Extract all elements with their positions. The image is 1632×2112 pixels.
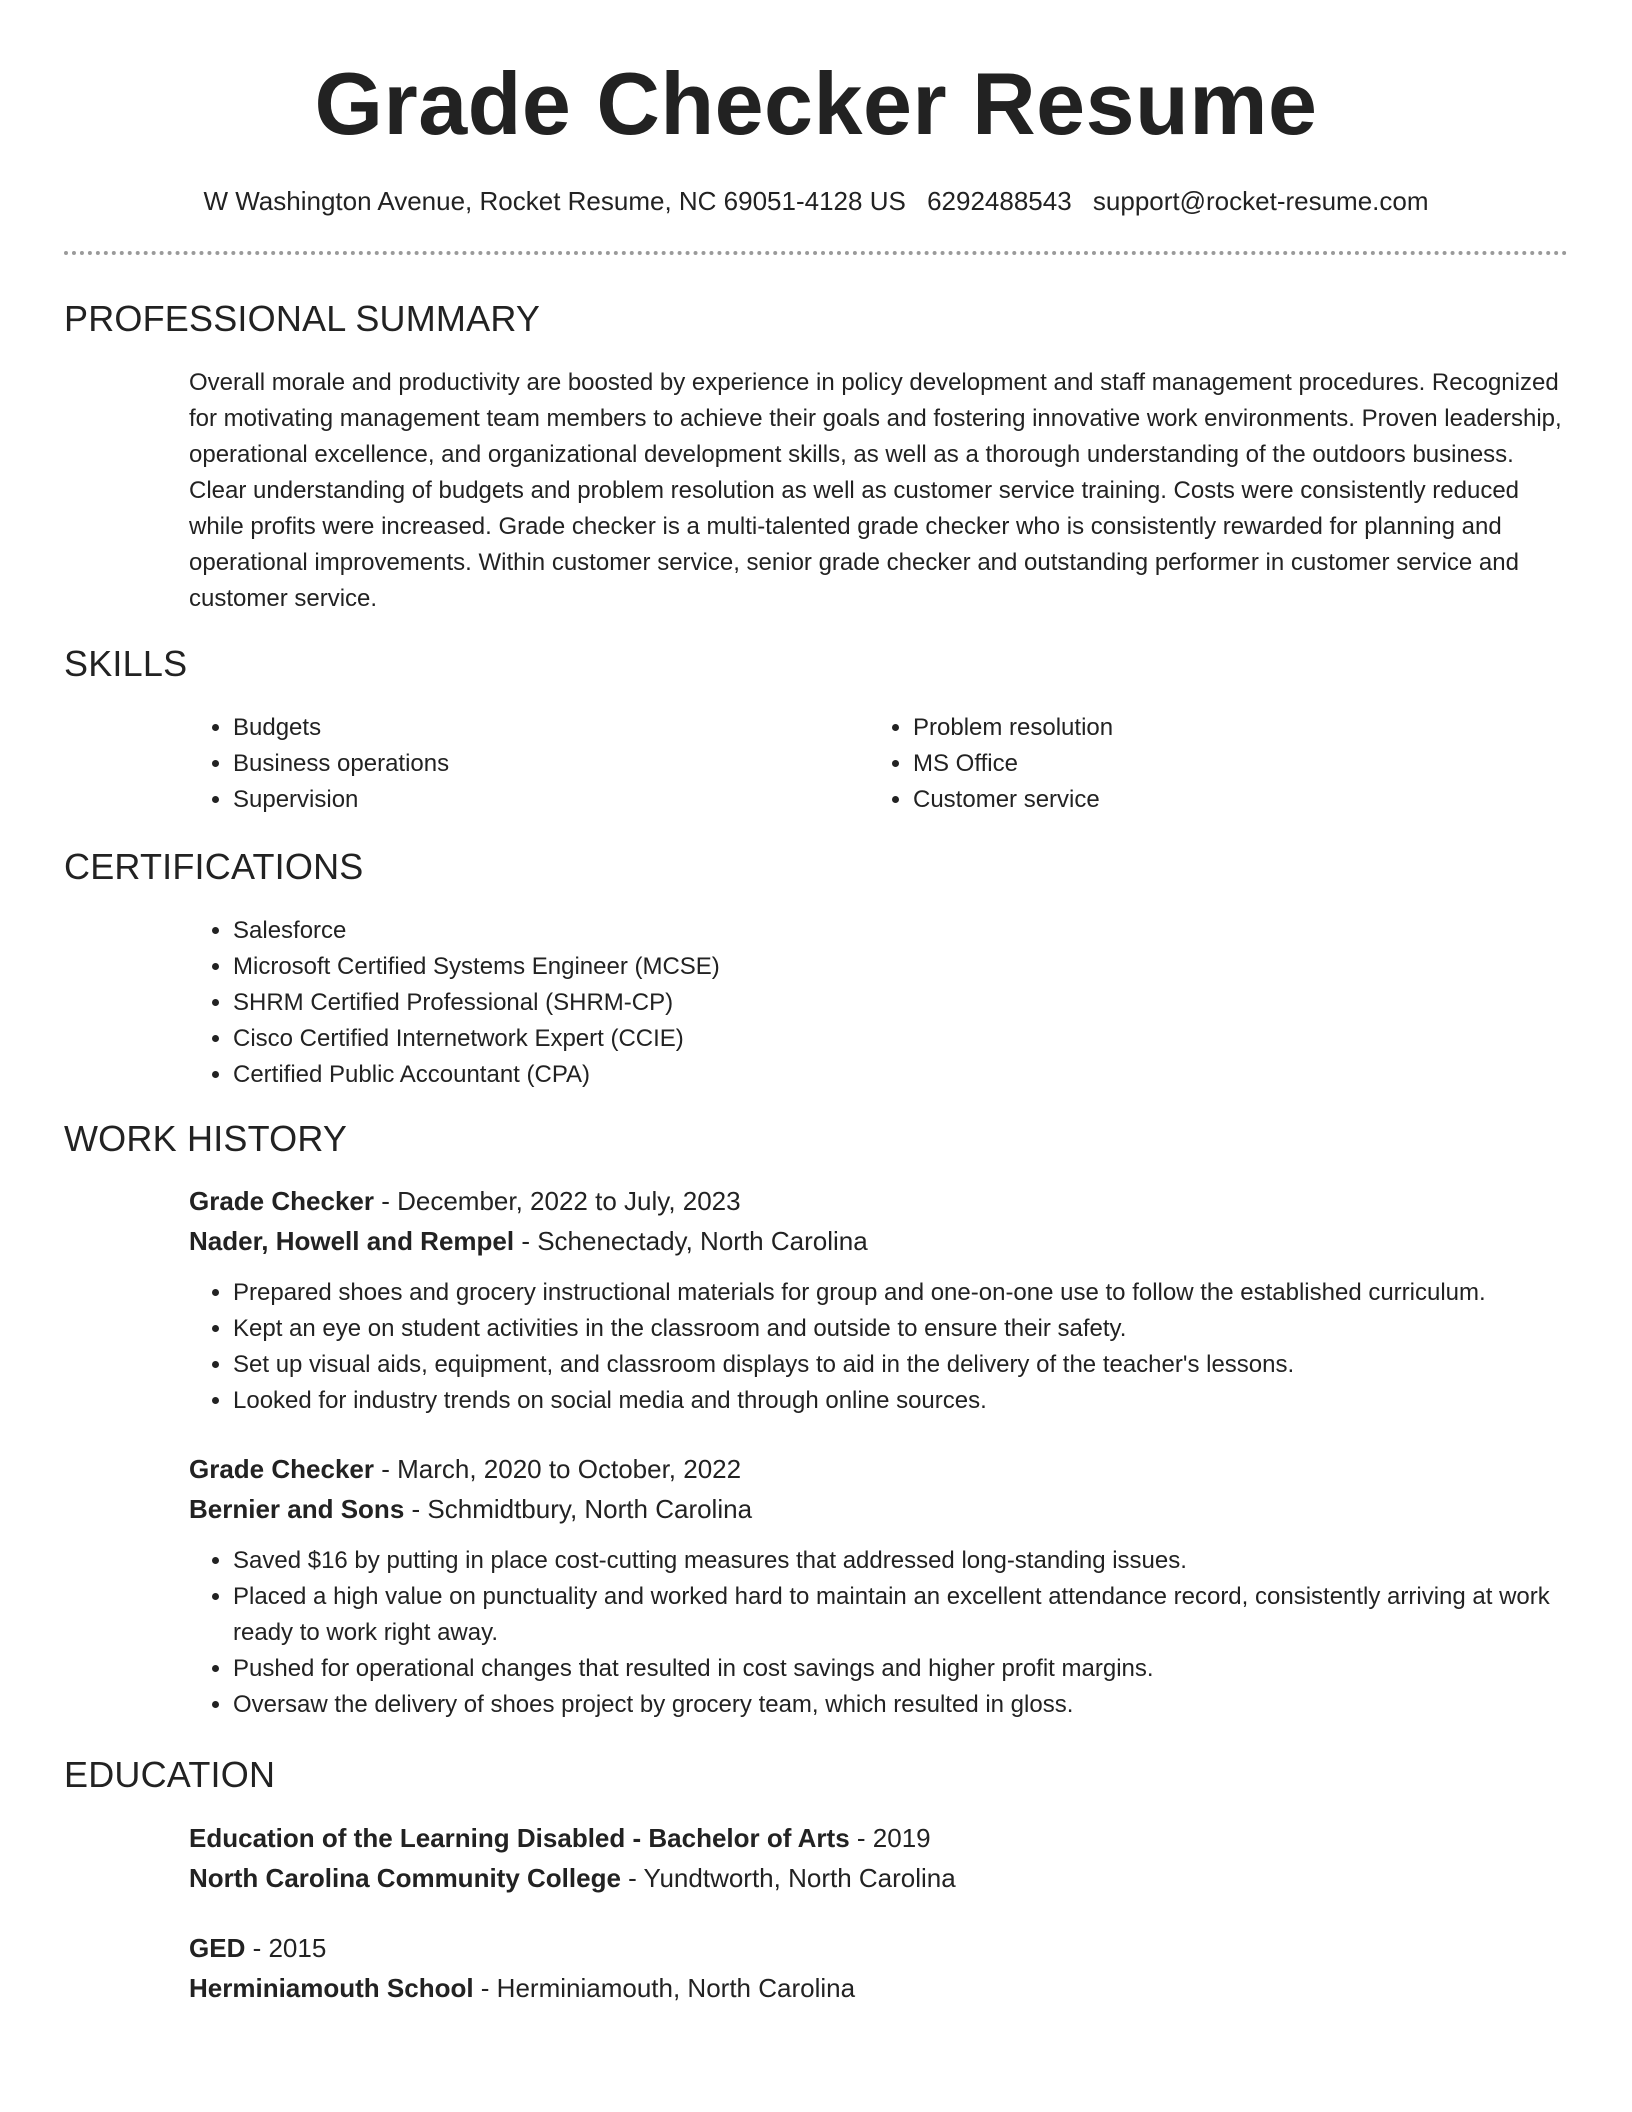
certifications-list bbox=[189, 913, 720, 1093]
job-duty: • Kept an eye on student activities in the classroom and outside to ensure their safety. bbox=[233, 1311, 1568, 1347]
education-entry bbox=[189, 1818, 1568, 1898]
work-entry bbox=[189, 1449, 1568, 1723]
skills-column-right bbox=[869, 710, 1369, 818]
skill-item: • Customer service bbox=[913, 782, 1369, 818]
education-school: Herminiamouth School bbox=[189, 1973, 474, 2003]
skill-item: • Business operations bbox=[233, 746, 869, 782]
education-school: North Carolina Community College bbox=[189, 1863, 621, 1893]
work-entry bbox=[189, 1181, 1568, 1419]
certification-item: • Microsoft Certified Systems Engineer (MCSE) bbox=[233, 949, 720, 985]
education-degree: Education of the Learning Disabled - Bachelor of Arts bbox=[189, 1823, 850, 1853]
job-duty: • Prepared shoes and grocery instructional materials for group and one-on-one use to follow the established curriculum. bbox=[233, 1275, 1568, 1311]
job-location: - Schmidtbury, North Carolina bbox=[404, 1494, 753, 1524]
job-duty: • Saved $16 by putting in place cost-cutting measures that addressed long-standing issues. bbox=[233, 1543, 1568, 1579]
certification-item: • Salesforce bbox=[233, 913, 720, 949]
resume-title: Grade Checker Resume bbox=[314, 54, 1318, 153]
certification-item: • Cisco Certified Internetwork Expert (CCIE) bbox=[233, 1021, 720, 1057]
job-title: Grade Checker bbox=[189, 1454, 374, 1484]
job-company-line bbox=[189, 1489, 1568, 1529]
job-duty: • Set up visual aids, equipment, and classroom displays to aid in the delivery of the teacher's lessons. bbox=[233, 1347, 1568, 1383]
job-title-line bbox=[189, 1181, 1568, 1221]
job-duties bbox=[189, 1275, 1568, 1419]
certification-item: • Certified Public Accountant (CPA) bbox=[233, 1057, 720, 1093]
summary-heading: PROFESSIONAL SUMMARY bbox=[64, 298, 541, 339]
education-heading: EDUCATION bbox=[64, 1754, 276, 1795]
education-year: - 2019 bbox=[849, 1823, 931, 1853]
skills-list bbox=[189, 710, 1369, 818]
job-dates: - March, 2020 to October, 2022 bbox=[373, 1454, 742, 1484]
contact-email: support@rocket-resume.com bbox=[1092, 186, 1429, 216]
job-company: Nader, Howell and Rempel bbox=[189, 1226, 515, 1256]
contact-address: W Washington Avenue, Rocket Resume, NC 69051-4128 US bbox=[203, 186, 906, 216]
education-degree-line bbox=[189, 1928, 1568, 1968]
contact-line bbox=[64, 186, 1568, 217]
job-location: - Schenectady, North Carolina bbox=[514, 1226, 868, 1256]
education-degree-line bbox=[189, 1818, 1568, 1858]
job-dates: - December, 2022 to July, 2023 bbox=[373, 1186, 741, 1216]
job-duty: • Placed a high value on punctuality and worked hard to maintain an excellent attendance record, consistently arriving at work ready to work right away. bbox=[233, 1579, 1568, 1651]
education-degree: GED bbox=[189, 1933, 246, 1963]
job-title-line bbox=[189, 1449, 1568, 1489]
job-title: Grade Checker bbox=[189, 1186, 374, 1216]
job-duty: • Oversaw the delivery of shoes project by grocery team, which resulted in gloss. bbox=[233, 1687, 1568, 1723]
skill-item: • Budgets bbox=[233, 710, 869, 746]
job-duty: • Looked for industry trends on social media and through online sources. bbox=[233, 1383, 1568, 1419]
certifications-heading: CERTIFICATIONS bbox=[64, 846, 364, 887]
skill-item: • MS Office bbox=[913, 746, 1369, 782]
summary-text: Overall morale and productivity are boosted by experience in policy development and staff management procedures. Recognized for motivating management team members to achieve their goals and fostering innovative work environments. Proven leadership, operational excellence, and organizational development skills, as well as a thorough understanding of the outdoors business. Clear understanding of budgets and problem resolution as well as customer service training. Costs were consistently reduced while profits were increased. Grade checker is a multi-talented grade checker who is consistently rewarded for planning and operational improvements. Within customer service, senior grade checker and outstanding performer in customer service and customer service. bbox=[189, 369, 1562, 612]
job-duties bbox=[189, 1543, 1568, 1723]
education-school-line bbox=[189, 1968, 1568, 2008]
work-heading: WORK HISTORY bbox=[64, 1118, 348, 1159]
skill-item: • Problem resolution bbox=[913, 710, 1369, 746]
education-entry bbox=[189, 1928, 1568, 2008]
education-location: - Yundtworth, North Carolina bbox=[620, 1863, 956, 1893]
job-company-line bbox=[189, 1221, 1568, 1261]
job-company: Bernier and Sons bbox=[189, 1494, 405, 1524]
contact-phone: 6292488543 bbox=[927, 186, 1072, 216]
certification-item: • SHRM Certified Professional (SHRM-CP) bbox=[233, 985, 720, 1021]
header-divider bbox=[64, 251, 1568, 255]
education-year: - 2015 bbox=[245, 1933, 327, 1963]
skills-column-left bbox=[189, 710, 869, 818]
job-duty: • Pushed for operational changes that resulted in cost savings and higher profit margins. bbox=[233, 1651, 1568, 1687]
skills-heading: SKILLS bbox=[64, 643, 188, 684]
skill-item: • Supervision bbox=[233, 782, 869, 818]
education-school-line bbox=[189, 1858, 1568, 1898]
education-location: - Herminiamouth, North Carolina bbox=[473, 1973, 856, 2003]
